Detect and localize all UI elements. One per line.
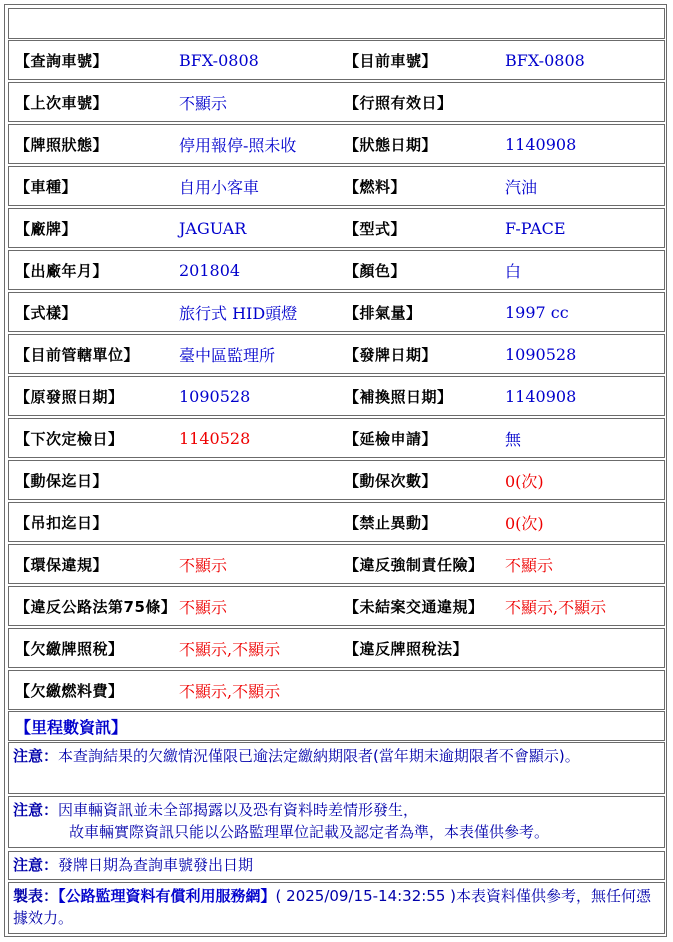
- field-value: 201804: [179, 260, 241, 280]
- table-row: [8, 502, 665, 542]
- field-label: 【顏色】: [344, 261, 407, 280]
- note-text: 本查詢結果的欠繳情況僅限已逾法定繳納期限者(當年期末逾期限者不會顯示)。: [58, 747, 580, 765]
- field-value: BFX-0808: [179, 50, 259, 70]
- field-label: 【狀態日期】: [344, 135, 438, 154]
- field-value: 1140908: [505, 386, 577, 406]
- field-value: 不顯示: [179, 597, 228, 617]
- field-value: JAGUAR: [179, 218, 247, 238]
- field-value: 0(次): [505, 513, 544, 533]
- field-value: 0(次): [505, 471, 544, 491]
- field-label: 【行照有效日】: [344, 93, 453, 112]
- field-label: 【廠牌】: [15, 219, 78, 238]
- footer-note: [8, 882, 665, 934]
- field-label: 【補換照日期】: [344, 387, 453, 406]
- table-row: [8, 82, 665, 122]
- table-row: [8, 292, 665, 332]
- field-value: 1090528: [505, 344, 577, 364]
- table-row: [8, 460, 665, 500]
- field-label: 【燃料】: [344, 177, 407, 196]
- field-label: 【目前管轄單位】: [15, 345, 140, 364]
- field-label: 【違反公路法第75條】: [15, 597, 177, 616]
- field-label: 【原發照日期】: [15, 387, 124, 406]
- field-value: 旅行式 HID頭燈: [179, 303, 298, 323]
- field-label: 【查詢車號】: [15, 51, 109, 70]
- field-label: 【禁止異動】: [344, 513, 438, 532]
- field-value: 1140528: [179, 428, 251, 448]
- table-row: [8, 208, 665, 248]
- field-value: 不顯示,不顯示: [179, 639, 281, 659]
- field-label: 【動保迄日】: [15, 471, 109, 490]
- table-row: [8, 376, 665, 416]
- table-row: [8, 124, 665, 164]
- table-row: [8, 544, 665, 584]
- field-label: 【違反牌照稅法】: [344, 639, 469, 658]
- table-row: [8, 670, 665, 710]
- note-text: 因車輛資訊並未全部揭露以及恐有資料時差情形發生，: [58, 801, 419, 819]
- field-value: 1997 cc: [505, 302, 569, 322]
- field-value: BFX-0808: [505, 50, 585, 70]
- field-label: 【動保次數】: [344, 471, 438, 490]
- note-1: [8, 742, 665, 794]
- note-label: 注意：: [13, 801, 59, 819]
- field-value: 白: [505, 261, 522, 281]
- footer-disclaimer: 本表資料僅供參考，無任何憑據效力。: [13, 887, 652, 927]
- table-row: [8, 418, 665, 458]
- field-label: 【下次定檢日】: [15, 429, 124, 448]
- field-label: 【出廠年月】: [15, 261, 109, 280]
- field-label: 【目前車號】: [344, 51, 438, 70]
- field-label: 【排氣量】: [344, 303, 422, 322]
- field-label: 【上次車號】: [15, 93, 109, 112]
- footer-source: 【公路監理資料有償利用服務網】: [58, 887, 276, 905]
- field-label: 【未結案交通違規】: [344, 597, 484, 616]
- footer-label: 製表：: [13, 887, 59, 905]
- field-label: 【欠繳燃料費】: [15, 681, 124, 700]
- table-row: [8, 628, 665, 668]
- field-value: 停用報停-照未收: [179, 135, 297, 155]
- mileage-section-row: [8, 711, 665, 741]
- table-row: [8, 40, 665, 80]
- note-3: [8, 851, 665, 880]
- field-value: 自用小客車: [179, 177, 260, 197]
- field-value: 不顯示: [505, 555, 554, 575]
- field-value: 不顯示: [179, 93, 228, 113]
- field-value: 臺中區監理所: [179, 345, 276, 365]
- field-value: 不顯示: [179, 555, 228, 575]
- field-value: F-PACE: [505, 218, 566, 238]
- table-row: [8, 166, 665, 206]
- field-label: 【式樣】: [15, 303, 78, 322]
- note-label: 注意：: [13, 856, 59, 874]
- header-row: [8, 8, 665, 39]
- table-row: [8, 250, 665, 290]
- note-2: [8, 796, 665, 848]
- field-label: 【欠繳牌照稅】: [15, 639, 124, 658]
- table-row: [8, 334, 665, 374]
- field-value: 汽油: [505, 177, 538, 197]
- field-label: 【發牌日期】: [344, 345, 438, 364]
- field-value: 1140908: [505, 134, 577, 154]
- note-text-continued: 故車輛實際資訊只能以公路監理單位記載及認定者為準，本表僅供參考。: [69, 823, 550, 841]
- field-value: 不顯示,不顯示: [505, 597, 607, 617]
- note-text: 發牌日期為查詢車號發出日期: [58, 856, 254, 874]
- field-value: 無: [505, 429, 522, 449]
- table-row: [8, 586, 665, 626]
- field-value: 不顯示,不顯示: [179, 681, 281, 701]
- note-label: 注意：: [13, 747, 59, 765]
- field-label: 【型式】: [344, 219, 407, 238]
- field-value: 1090528: [179, 386, 251, 406]
- field-label: 【延檢申請】: [344, 429, 438, 448]
- mileage-section-title: 【里程數資訊】: [15, 717, 128, 737]
- field-label: 【吊扣迄日】: [15, 513, 109, 532]
- field-label: 【環保違規】: [15, 555, 109, 574]
- footer-timestamp: ( 2025/09/15-14:32:55 ): [275, 887, 457, 905]
- field-label: 【牌照狀態】: [15, 135, 109, 154]
- field-label: 【違反強制責任險】: [344, 555, 484, 574]
- field-label: 【車種】: [15, 177, 78, 196]
